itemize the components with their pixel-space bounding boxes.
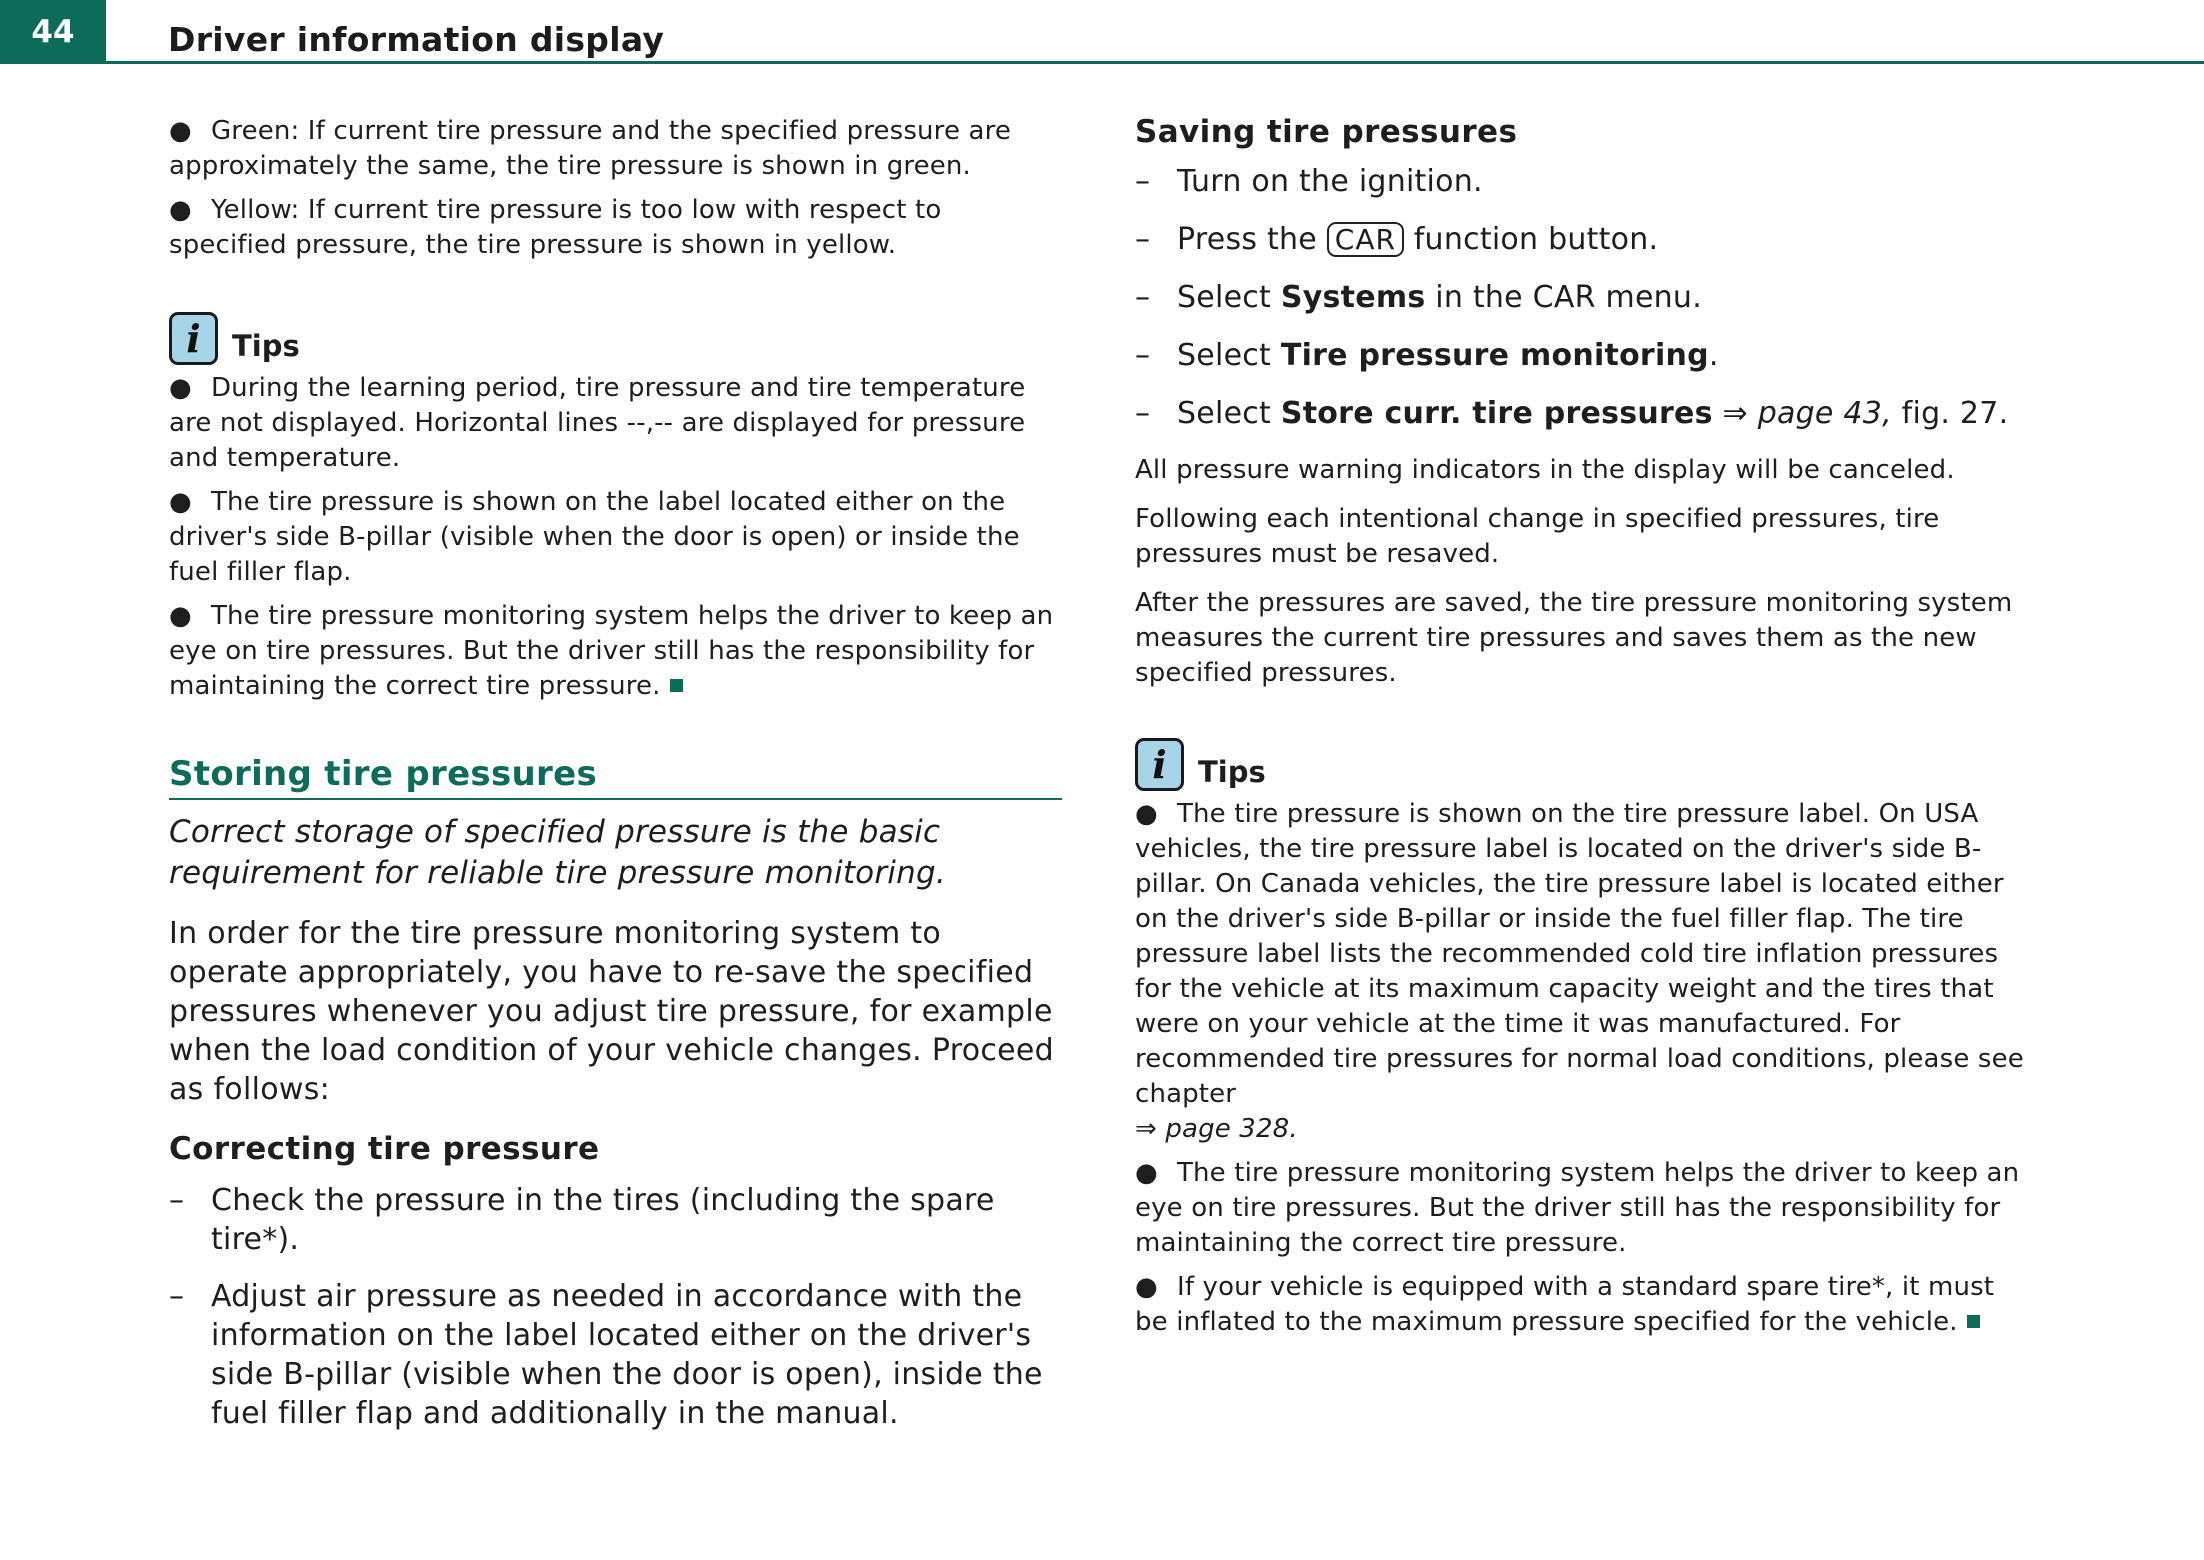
paragraph: After the pressures are saved, the tire pressure monitoring system measures the current tire pressures and saves them as the new specified pressures. — [1135, 588, 2013, 688]
tips-title: Tips — [232, 329, 300, 363]
saving-notes — [1135, 453, 2035, 691]
end-of-section-icon — [670, 679, 683, 692]
bullet-icon: ● — [169, 373, 192, 403]
bullet-icon: ● — [1135, 1158, 1158, 1188]
step-list — [169, 1181, 1064, 1433]
list-item: ● During the learning period, tire pressure and tire temperature are not displayed. Horizontal lines --,-- are displayed for pressure and temperature. — [169, 373, 1026, 473]
section-body: In order for the tire pressure monitoring system to operate appropriately, you have to re-save the specified pressures whenever you adjust tire pressure, for example when the load condition of your vehicle changes. Proceed as follows: — [169, 916, 1054, 1107]
bullet-icon: ● — [169, 195, 192, 225]
subsection-heading: Saving tire pressures — [1135, 114, 1518, 150]
list-item: ● Green: If current tire pressure and the specified pressure are approximately the same, the tire pressure is shown in green. — [169, 116, 1012, 181]
dash-icon: – — [1135, 164, 1151, 199]
list-item: ● The tire pressure monitoring system helps the driver to keep an eye on tire pressures. But the driver still has the responsibility for maintaining the correct tire pressure. — [1135, 1158, 2020, 1258]
paragraph: All pressure warning indicators in the display will be canceled. — [1135, 455, 1955, 485]
page-header — [0, 0, 2204, 66]
dash-icon: – — [169, 1279, 185, 1314]
list-item: – Check the pressure in the tires (including the spare tire*). — [169, 1183, 995, 1257]
section-heading: Storing tire pressures — [169, 754, 1062, 800]
color-bullet-list — [169, 114, 1064, 263]
header-rule — [106, 61, 2204, 64]
car-key-label: CAR — [1327, 222, 1404, 257]
list-item: – Select Tire pressure monitoring. — [1135, 338, 1719, 373]
list-item: – Select Store curr. tire pressures ⇒ page 43, fig. 27. — [1135, 396, 2009, 431]
dash-icon: – — [1135, 338, 1151, 373]
page-reference: ⇒ page 328. — [1135, 1114, 1298, 1144]
dash-icon: – — [1135, 222, 1151, 257]
bullet-icon: ● — [169, 116, 192, 146]
list-item: ● If your vehicle is equipped with a standard spare tire*, it must be inflated to the maximum pressure specified for the vehicle. — [1135, 1272, 1995, 1337]
bullet-icon: ● — [1135, 1272, 1158, 1302]
right-column — [1135, 114, 2035, 1349]
left-column — [169, 114, 1064, 1451]
paragraph: Following each intentional change in specified pressures, tire pressures must be resaved. — [1135, 504, 1940, 569]
tips-list — [169, 371, 1064, 704]
list-item: – Adjust air pressure as needed in accordance with the information on the label located either on the driver's side B-pillar (visible when the door is open), inside the fuel filler flap and additionally in the manual. — [169, 1279, 1043, 1431]
tips-box — [1135, 731, 2035, 1340]
tips-header — [169, 305, 1064, 365]
page-number: 44 — [0, 0, 106, 64]
tips-list — [1135, 797, 2035, 1340]
list-item: – Press the CAR function button. — [1135, 222, 1659, 257]
chapter-title: Driver information display — [168, 20, 665, 59]
dash-icon: – — [1135, 396, 1151, 431]
bullet-icon: ● — [169, 601, 192, 631]
list-item: – Select Systems in the CAR menu. — [1135, 280, 1702, 315]
list-item: ● The tire pressure is shown on the label located either on the driver's side B-pillar (visible when the door is open) or inside the fuel filler flap. — [169, 487, 1020, 587]
list-item: ● The tire pressure is shown on the tire pressure label. On USA vehicles, the tire pressure label is located on the driver's side B-pillar. On Canada vehicles, the tire pressure label is located either on the driver's side B-pillar or inside the fuel filler flap. The tire pressure label lists the recommended cold tire inflation pressures for the vehicle at its maximum capacity weight and the tires that were on your vehicle at the time it was manufactured. For recommended tire pressures for normal load conditions, please see chapter ⇒ page 328. — [1135, 799, 2024, 1144]
tips-header — [1135, 731, 2035, 791]
page-reference: page 43, — [1757, 396, 1892, 431]
section-lead: Correct storage of specified pressure is the basic requirement for reliable tire pressure monitoring. — [169, 814, 946, 891]
dash-icon: – — [169, 1183, 185, 1218]
step-list — [1135, 162, 2035, 433]
subsection-heading: Correcting tire pressure — [169, 1131, 600, 1167]
end-of-section-icon — [1967, 1315, 1980, 1328]
list-item: ● The tire pressure monitoring system helps the driver to keep an eye on tire pressures. But the driver still has the responsibility for maintaining the correct tire pressure. — [169, 601, 1054, 701]
arrow-icon: ⇒ — [1722, 396, 1748, 431]
bullet-icon: ● — [1135, 799, 1158, 829]
dash-icon: – — [1135, 280, 1151, 315]
list-item: ● Yellow: If current tire pressure is too low with respect to specified pressure, the tire pressure is shown in yellow. — [169, 195, 942, 260]
bullet-icon: ● — [169, 487, 192, 517]
tips-box — [169, 305, 1064, 704]
info-icon: i — [169, 312, 218, 365]
list-item: – Turn on the ignition. — [1135, 164, 1483, 199]
tips-title: Tips — [1198, 755, 1266, 789]
info-icon: i — [1135, 738, 1184, 791]
